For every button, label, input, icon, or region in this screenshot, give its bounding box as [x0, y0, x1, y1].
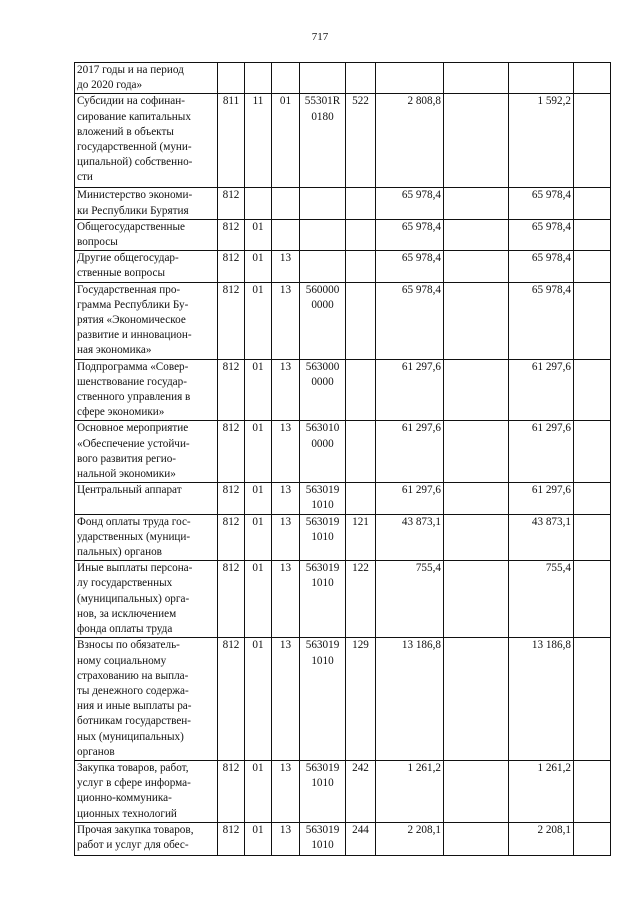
row-name-cell: Иные выплаты персона- лу государственных (муниципальных) орга- нов, за исключением фонда оплаты труда [75, 561, 218, 638]
amount-cell-1: 43 873,1 [376, 514, 444, 561]
row-name-cell: Государственная про- грамма Республики Бу- рятия «Экономическое развитие и инновацион- ная экономика» [75, 282, 218, 359]
target-article-cell [300, 63, 346, 94]
amount-cell-4 [574, 638, 611, 761]
amount-cell-1: 65 978,4 [376, 251, 444, 282]
amount-cell-2 [444, 514, 509, 561]
amount-cell-4 [574, 421, 611, 483]
table-row [75, 483, 611, 514]
ved-code-cell [218, 63, 245, 94]
expense-type-cell [346, 188, 376, 219]
table-row [75, 282, 611, 359]
subsection-code-cell [272, 63, 300, 94]
amount-cell-3 [509, 63, 574, 94]
target-article-cell: 563019 1010 [300, 760, 346, 822]
expense-type-cell [346, 359, 376, 421]
subsection-code-cell: 13 [272, 359, 300, 421]
row-name-cell: 2017 годы и на период до 2020 года» [75, 63, 218, 94]
amount-cell-3: 43 873,1 [509, 514, 574, 561]
section-code-cell: 01 [245, 514, 272, 561]
amount-cell-4 [574, 760, 611, 822]
row-name-cell: Подпрограмма «Совер- шенствование государ- ственного управления в сфере экономики» [75, 359, 218, 421]
subsection-code-cell [272, 219, 300, 250]
ved-code-cell: 812 [218, 561, 245, 638]
ved-code-cell: 812 [218, 638, 245, 761]
section-code-cell: 01 [245, 638, 272, 761]
expense-type-cell [346, 251, 376, 282]
ved-code-cell: 812 [218, 282, 245, 359]
ved-code-cell: 812 [218, 483, 245, 514]
amount-cell-1 [376, 63, 444, 94]
table-row [75, 219, 611, 250]
table-row [75, 421, 611, 483]
table-row [75, 251, 611, 282]
subsection-code-cell: 13 [272, 822, 300, 855]
expense-type-cell: 244 [346, 822, 376, 855]
amount-cell-2 [444, 63, 509, 94]
amount-cell-1: 61 297,6 [376, 421, 444, 483]
target-article-cell: 563019 1010 [300, 561, 346, 638]
section-code-cell: 01 [245, 760, 272, 822]
ved-code-cell: 812 [218, 359, 245, 421]
amount-cell-4 [574, 63, 611, 94]
subsection-code-cell [272, 188, 300, 219]
amount-cell-1: 65 978,4 [376, 282, 444, 359]
expense-type-cell: 121 [346, 514, 376, 561]
expense-type-cell [346, 483, 376, 514]
amount-cell-2 [444, 188, 509, 219]
amount-cell-4 [574, 561, 611, 638]
budget-table [74, 62, 611, 856]
ved-code-cell: 812 [218, 188, 245, 219]
target-article-cell: 563019 1010 [300, 822, 346, 855]
subsection-code-cell: 13 [272, 251, 300, 282]
expense-type-cell: 522 [346, 94, 376, 188]
target-article-cell [300, 251, 346, 282]
ved-code-cell: 812 [218, 514, 245, 561]
ved-code-cell: 811 [218, 94, 245, 188]
amount-cell-2 [444, 822, 509, 855]
amount-cell-1: 1 261,2 [376, 760, 444, 822]
amount-cell-3: 65 978,4 [509, 219, 574, 250]
row-name-cell: Субсидии на софинан- сирование капитальных вложений в объекты государственной (муни- ципальной) собственно- сти [75, 94, 218, 188]
amount-cell-3: 61 297,6 [509, 421, 574, 483]
expense-type-cell [346, 219, 376, 250]
section-code-cell [245, 188, 272, 219]
amount-cell-1: 2 208,1 [376, 822, 444, 855]
ved-code-cell: 812 [218, 219, 245, 250]
ved-code-cell: 812 [218, 421, 245, 483]
target-article-cell [300, 219, 346, 250]
target-article-cell: 563010 0000 [300, 421, 346, 483]
section-code-cell: 01 [245, 359, 272, 421]
target-article-cell: 55301R 0180 [300, 94, 346, 188]
row-name-cell: Министерство экономи- ки Республики Бурятия [75, 188, 218, 219]
section-code-cell: 01 [245, 282, 272, 359]
amount-cell-4 [574, 483, 611, 514]
row-name-cell: Центральный аппарат [75, 483, 218, 514]
section-code-cell: 01 [245, 483, 272, 514]
amount-cell-2 [444, 219, 509, 250]
amount-cell-2 [444, 421, 509, 483]
amount-cell-3: 1 261,2 [509, 760, 574, 822]
table-row [75, 94, 611, 188]
table-row [75, 638, 611, 761]
amount-cell-3: 13 186,8 [509, 638, 574, 761]
table-row [75, 188, 611, 219]
expense-type-cell: 242 [346, 760, 376, 822]
amount-cell-3: 65 978,4 [509, 251, 574, 282]
table-body [75, 63, 611, 856]
section-code-cell: 01 [245, 822, 272, 855]
table-row [75, 359, 611, 421]
expense-type-cell [346, 63, 376, 94]
expense-type-cell: 129 [346, 638, 376, 761]
amount-cell-3: 65 978,4 [509, 188, 574, 219]
amount-cell-4 [574, 514, 611, 561]
target-article-cell: 563019 1010 [300, 514, 346, 561]
row-name-cell: Взносы по обязатель- ному социальному страхованию на выпла- ты денежного содержа- ния и иные выплаты ра- ботникам государствен- ных (муниципальных) органов [75, 638, 218, 761]
subsection-code-cell: 13 [272, 561, 300, 638]
table-row [75, 63, 611, 94]
amount-cell-2 [444, 94, 509, 188]
subsection-code-cell: 01 [272, 94, 300, 188]
subsection-code-cell: 13 [272, 421, 300, 483]
amount-cell-2 [444, 251, 509, 282]
amount-cell-3: 2 208,1 [509, 822, 574, 855]
row-name-cell: Общегосударственные вопросы [75, 219, 218, 250]
subsection-code-cell: 13 [272, 760, 300, 822]
target-article-cell [300, 188, 346, 219]
amount-cell-4 [574, 219, 611, 250]
amount-cell-2 [444, 483, 509, 514]
amount-cell-1: 755,4 [376, 561, 444, 638]
ved-code-cell: 812 [218, 251, 245, 282]
ved-code-cell: 812 [218, 822, 245, 855]
section-code-cell: 11 [245, 94, 272, 188]
table-row [75, 760, 611, 822]
row-name-cell: Фонд оплаты труда гос- ударственных (муници- пальных) органов [75, 514, 218, 561]
amount-cell-4 [574, 188, 611, 219]
target-article-cell: 560000 0000 [300, 282, 346, 359]
subsection-code-cell: 13 [272, 638, 300, 761]
amount-cell-1: 61 297,6 [376, 359, 444, 421]
amount-cell-1: 2 808,8 [376, 94, 444, 188]
section-code-cell [245, 63, 272, 94]
subsection-code-cell: 13 [272, 483, 300, 514]
section-code-cell: 01 [245, 219, 272, 250]
amount-cell-1: 13 186,8 [376, 638, 444, 761]
table-row [75, 561, 611, 638]
amount-cell-2 [444, 359, 509, 421]
amount-cell-3: 61 297,6 [509, 483, 574, 514]
target-article-cell: 563019 1010 [300, 483, 346, 514]
table-row [75, 822, 611, 855]
row-name-cell: Основное мероприятие «Обеспечение устойчи- вого развития регио- нальной экономики» [75, 421, 218, 483]
section-code-cell: 01 [245, 421, 272, 483]
target-article-cell: 563000 0000 [300, 359, 346, 421]
row-name-cell: Другие общегосудар- ственные вопросы [75, 251, 218, 282]
expense-type-cell [346, 282, 376, 359]
section-code-cell: 01 [245, 561, 272, 638]
row-name-cell: Закупка товаров, работ, услуг в сфере информа- ционно-коммуника- ционных технологий [75, 760, 218, 822]
row-name-cell: Прочая закупка товаров, работ и услуг для обес- [75, 822, 218, 855]
table-row [75, 514, 611, 561]
amount-cell-3: 61 297,6 [509, 359, 574, 421]
expense-type-cell: 122 [346, 561, 376, 638]
page-number: 717 [311, 31, 329, 43]
amount-cell-3: 755,4 [509, 561, 574, 638]
amount-cell-2 [444, 760, 509, 822]
amount-cell-4 [574, 282, 611, 359]
amount-cell-1: 65 978,4 [376, 188, 444, 219]
amount-cell-1: 65 978,4 [376, 219, 444, 250]
amount-cell-4 [574, 822, 611, 855]
ved-code-cell: 812 [218, 760, 245, 822]
amount-cell-1: 61 297,6 [376, 483, 444, 514]
amount-cell-4 [574, 251, 611, 282]
amount-cell-2 [444, 282, 509, 359]
amount-cell-2 [444, 561, 509, 638]
expense-type-cell [346, 421, 376, 483]
amount-cell-3: 65 978,4 [509, 282, 574, 359]
target-article-cell: 563019 1010 [300, 638, 346, 761]
subsection-code-cell: 13 [272, 282, 300, 359]
amount-cell-3: 1 592,2 [509, 94, 574, 188]
amount-cell-4 [574, 94, 611, 188]
section-code-cell: 01 [245, 251, 272, 282]
amount-cell-2 [444, 638, 509, 761]
subsection-code-cell: 13 [272, 514, 300, 561]
amount-cell-4 [574, 359, 611, 421]
